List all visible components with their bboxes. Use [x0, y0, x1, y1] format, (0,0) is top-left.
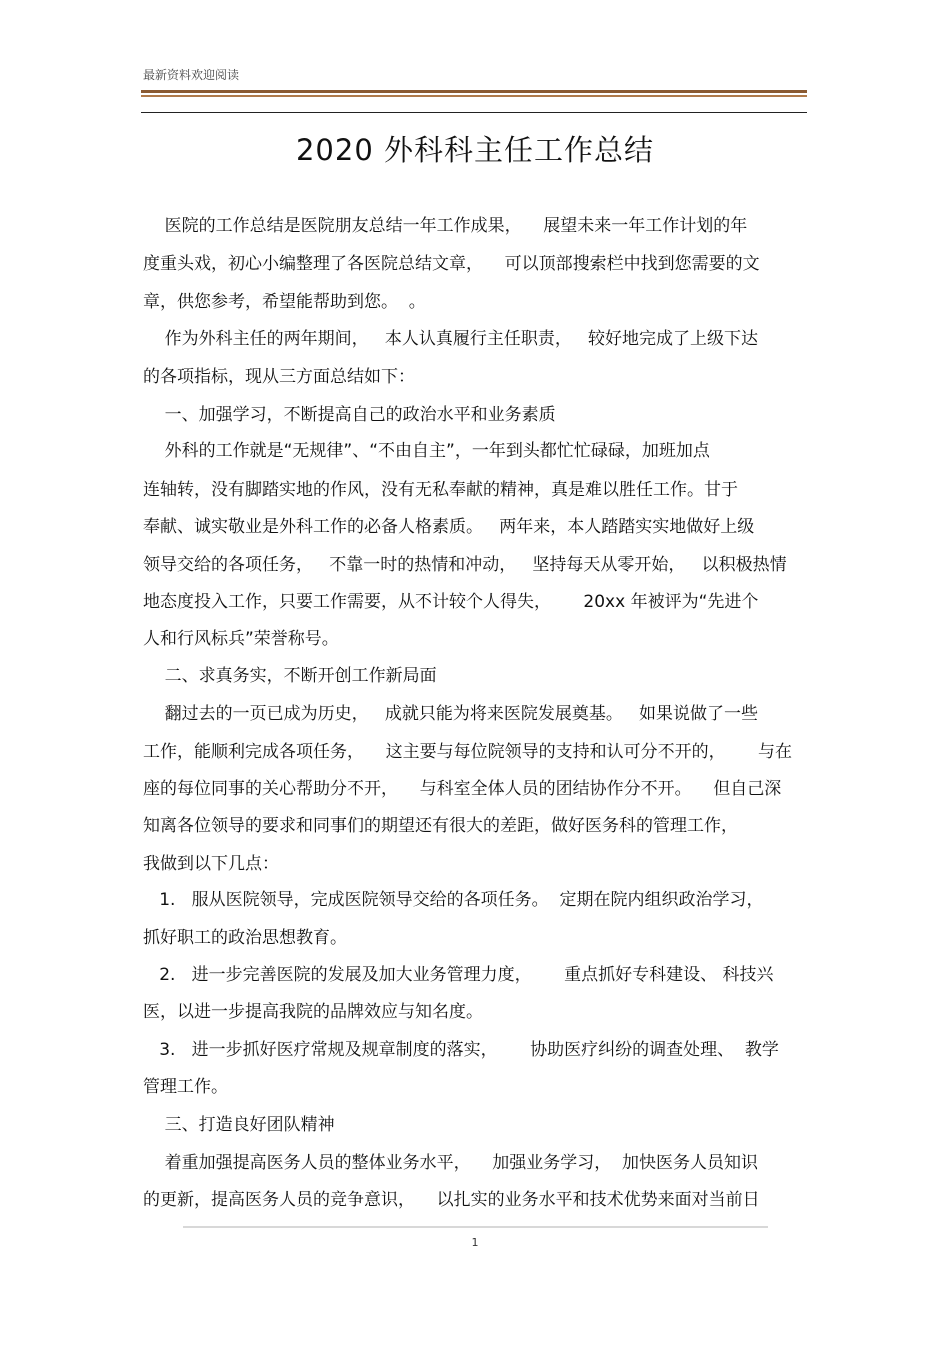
body-line: 的各项指标，现从三方面总结如下：: [143, 367, 415, 387]
body-line: 人和行风标兵”荣誉称号。: [143, 629, 339, 649]
body-line: 抓好职工的政治思想教育。: [143, 928, 347, 948]
footer-rule: [183, 1226, 768, 1228]
body-line: 的更新，提高医务人员的竞争意识， 以扎实的业务水平和技术优势来面对当前日: [143, 1190, 760, 1210]
body-line: 着重加强提高医务人员的整体业务水平， 加强业务学习， 加快医务人员知识: [143, 1153, 759, 1173]
header-rule-black: [141, 112, 807, 113]
body-line: 2. 进一步完善医院的发展及加大业务管理力度， 重点抓好专科建设、 科技兴: [143, 965, 774, 985]
body-line: 1. 服从医院领导，完成医院领导交给的各项任务。 定期在院内组织政治学习，: [143, 890, 764, 910]
body-line: 二、求真务实，不断开创工作新局面: [143, 666, 437, 686]
body-line: 座的每位同事的关心帮助分不开， 与科室全体人员的团结协作分不开。 但自己深: [143, 779, 782, 799]
document-title: 2020 外科科主任工作总结: [295, 133, 655, 167]
body-line: 工作，能顺利完成各项任务， 这主要与每位院领导的支持和认可分不开的， 与在: [143, 742, 793, 762]
body-line: 知离各位领导的要求和同事们的期望还有很大的差距，做好医务科的管理工作，: [143, 816, 738, 836]
body-line: 3. 进一步抓好医疗常规及规章制度的落实， 协助医疗纠纷的调查处理、 教学: [143, 1040, 779, 1060]
page-header-text: 最新资料欢迎阅读: [143, 68, 240, 82]
body-line: 作为外科主任的两年期间， 本人认真履行主任职责， 较好地完成了上级下达: [143, 329, 759, 349]
body-line: 章，供您参考，希望能帮助到您。 。: [143, 292, 426, 312]
body-line: 度重头戏，初心小编整理了各医院总结文章， 可以顶部搜索栏中找到您需要的文: [143, 254, 760, 274]
body-line: 我做到以下几点：: [143, 854, 279, 874]
header-rule-thin: [141, 95, 807, 97]
body-line: 外科的工作就是“无规律”、“不由自主”，一年到头都忙忙碌碌，加班加点: [143, 441, 710, 461]
page-number: 1: [471, 1236, 479, 1249]
body-line: 管理工作。: [143, 1077, 228, 1097]
body-line: 三、打造良好团队精神: [143, 1115, 335, 1135]
body-line: 一、加强学习，不断提高自己的政治水平和业务素质: [143, 405, 556, 425]
body-line: 连轴转，没有脚踏实地的作风，没有无私奉献的精神，真是难以胜任工作。甘于: [143, 480, 738, 500]
body-line: 翻过去的一页已成为历史， 成就只能为将来医院发展奠基。 如果说做了一些: [143, 704, 759, 724]
header-rule-thick: [141, 90, 807, 93]
body-line: 领导交给的各项任务， 不靠一时的热情和冲动， 坚持每天从零开始， 以积极热情: [143, 555, 787, 575]
body-line: 奉献、诚实敬业是外科工作的必备人格素质。 两年来，本人踏踏实实地做好上级: [143, 517, 755, 537]
body-line: 医，以进一步提高我院的品牌效应与知名度。: [143, 1002, 483, 1022]
body-line: 医院的工作总结是医院朋友总结一年工作成果， 展望未来一年工作计划的年: [143, 216, 748, 236]
body-line: 地态度投入工作，只要工作需要，从不计较个人得失， 20xx 年被评为“先进个: [143, 592, 759, 612]
